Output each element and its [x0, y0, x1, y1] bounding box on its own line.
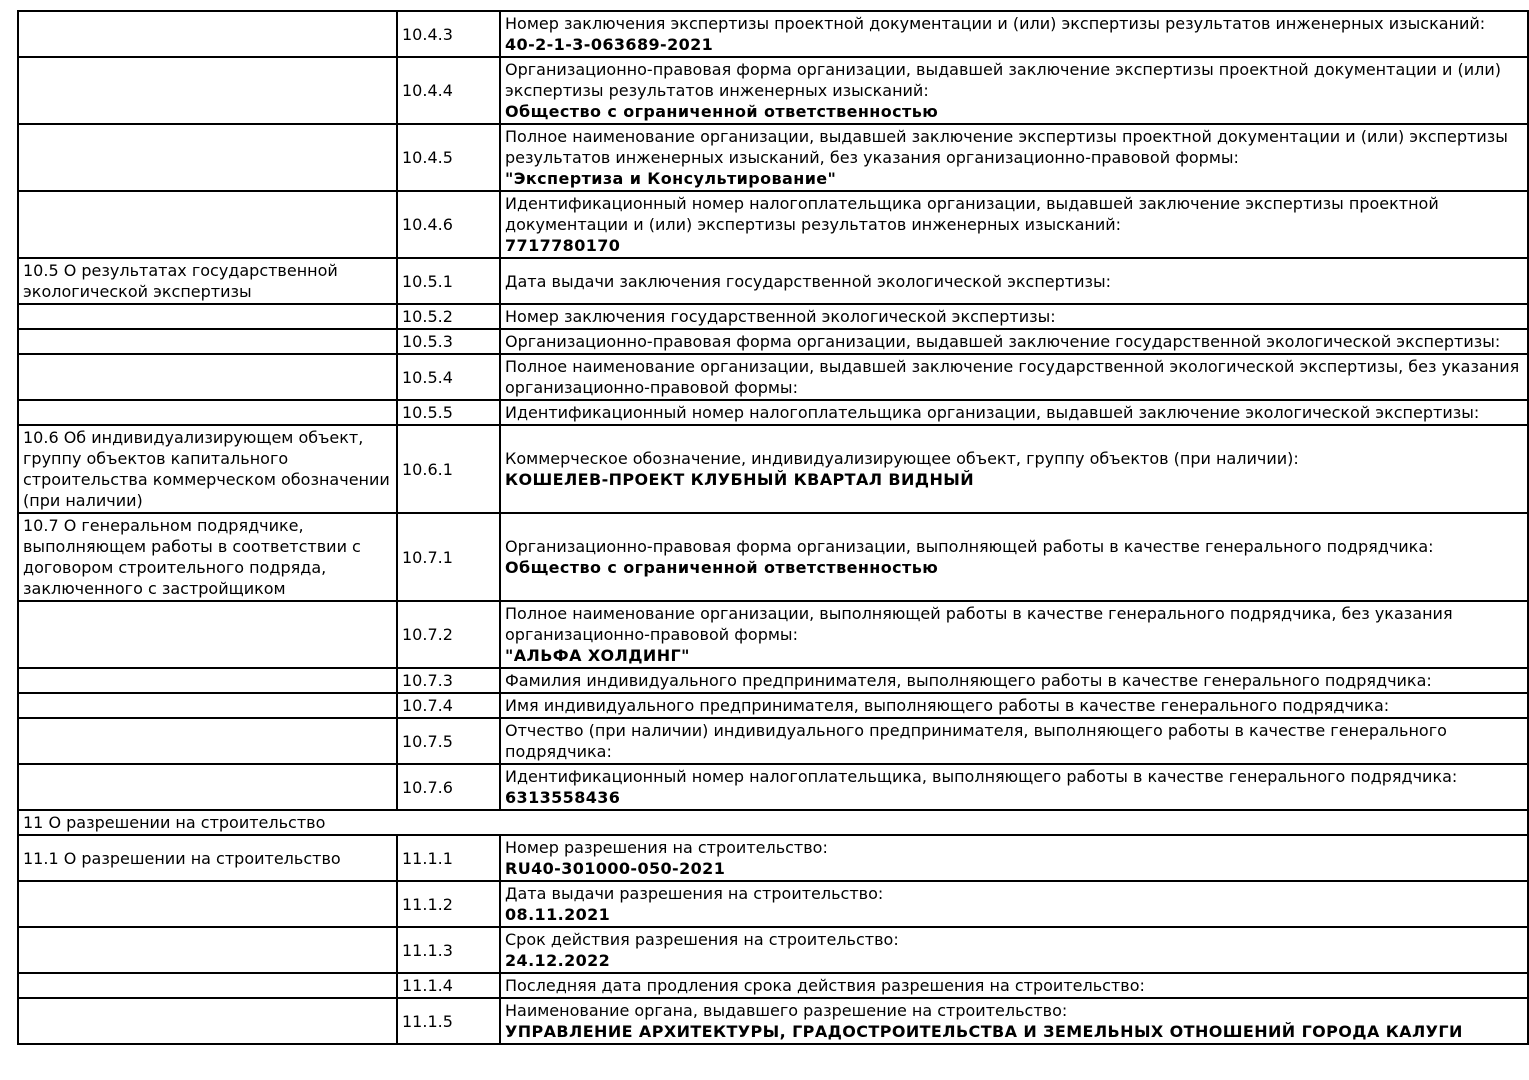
- section-cell: [18, 973, 397, 998]
- item-content-cell: [500, 668, 1528, 693]
- item-label: Организационно-правовая форма организации, выдавшей заключение экспертизы проектной документации и (или) экспертизы результатов инженерных изысканий:: [505, 60, 1502, 100]
- table-row: [18, 513, 1528, 601]
- table-row: [18, 425, 1528, 513]
- item-content-cell: [500, 124, 1528, 191]
- item-content-cell: [500, 881, 1528, 927]
- item-label: Последняя дата продления срока действия разрешения на строительство:: [505, 976, 1145, 995]
- item-number-cell: 10.7.3: [397, 668, 500, 693]
- table-row: [18, 258, 1528, 304]
- item-number-cell: 11.1.5: [397, 998, 500, 1044]
- item-number-cell: 10.4.4: [397, 57, 500, 124]
- item-label: Полное наименование организации, выдавшей заключение экспертизы проектной документации и (или) экспертизы результатов инженерных изысканий, без указания организационно-правовой формы:: [505, 127, 1508, 167]
- item-content-cell: [500, 258, 1528, 304]
- item-content-cell: [500, 973, 1528, 998]
- section-cell: [18, 881, 397, 927]
- table-row: [18, 11, 1528, 57]
- section-cell: [18, 693, 397, 718]
- item-label: Номер заключения экспертизы проектной документации и (или) экспертизы результатов инженерных изысканий:: [505, 14, 1486, 33]
- item-label: Полное наименование организации, выдавшей заключение государственной экологической экспертизы, без указания организационно-правовой формы:: [505, 357, 1520, 397]
- item-label: Имя индивидуального предпринимателя, выполняющего работы в качестве генерального подрядчика:: [505, 696, 1390, 715]
- table-row: [18, 304, 1528, 329]
- item-number-cell: 10.4.5: [397, 124, 500, 191]
- item-label: Дата выдачи разрешения на строительство:: [505, 884, 884, 903]
- item-number-cell: 11.1.4: [397, 973, 500, 998]
- table-row: [18, 998, 1528, 1044]
- item-label: Номер заключения государственной экологической экспертизы:: [505, 307, 1056, 326]
- item-content-cell: [500, 329, 1528, 354]
- item-number-cell: 11.1.2: [397, 881, 500, 927]
- item-label: Фамилия индивидуального предпринимателя, выполняющего работы в качестве генерального подрядчика:: [505, 671, 1432, 690]
- section-cell: 10.6 Об индивидуализирующем объект, группу объектов капитального строительства коммерческом обозначении (при наличии): [18, 425, 397, 513]
- item-number-cell: 10.4.3: [397, 11, 500, 57]
- item-content-cell: [500, 425, 1528, 513]
- item-number-cell: 10.5.3: [397, 329, 500, 354]
- table-row: [18, 329, 1528, 354]
- table-row: [18, 927, 1528, 973]
- item-content-cell: [500, 927, 1528, 973]
- section-cell: 10.5 О результатах государственной экологической экспертизы: [18, 258, 397, 304]
- section-cell: [18, 124, 397, 191]
- item-content-cell: [500, 57, 1528, 124]
- item-number-cell: 10.7.2: [397, 601, 500, 668]
- table-row: [18, 191, 1528, 258]
- table-row: [18, 693, 1528, 718]
- item-value: RU40-301000-050-2021: [505, 859, 726, 878]
- item-content-cell: [500, 998, 1528, 1044]
- item-value: Общество с ограниченной ответственностью: [505, 102, 939, 121]
- item-value: 40-2-1-3-063689-2021: [505, 35, 714, 54]
- section-cell: [18, 191, 397, 258]
- item-number-cell: 10.4.6: [397, 191, 500, 258]
- item-content-cell: [500, 304, 1528, 329]
- table-row: [18, 668, 1528, 693]
- item-number-cell: 10.6.1: [397, 425, 500, 513]
- item-content-cell: [500, 513, 1528, 601]
- item-number-cell: 10.7.1: [397, 513, 500, 601]
- item-label: Организационно-правовая форма организации, выдавшей заключение государственной экологической экспертизы:: [505, 332, 1501, 351]
- section-cell: 11.1 О разрешении на строительство: [18, 835, 397, 881]
- section-cell: [18, 601, 397, 668]
- item-value: 08.11.2021: [505, 905, 611, 924]
- item-label: Отчество (при наличии) индивидуального предпринимателя, выполняющего работы в качестве генерального подрядчика:: [505, 721, 1447, 761]
- section-header-cell: 11 О разрешении на строительство: [18, 810, 1528, 835]
- item-number-cell: 10.5.2: [397, 304, 500, 329]
- section-cell: [18, 400, 397, 425]
- table-row: [18, 400, 1528, 425]
- item-label: Идентификационный номер налогоплательщика организации, выдавшей заключение экспертизы проектной документации и (или) экспертизы результатов инженерных изысканий:: [505, 194, 1439, 234]
- section-cell: [18, 668, 397, 693]
- item-value: Общество с ограниченной ответственностью: [505, 558, 939, 577]
- item-value: 6313558436: [505, 788, 621, 807]
- table-row: [18, 354, 1528, 400]
- item-label: Наименование органа, выдавшего разрешение на строительство:: [505, 1001, 1068, 1020]
- section-cell: [18, 764, 397, 810]
- section-cell: [18, 57, 397, 124]
- item-content-cell: [500, 764, 1528, 810]
- item-label: Коммерческое обозначение, индивидуализирующее объект, группу объектов (при наличии):: [505, 449, 1299, 468]
- item-value: КОШЕЛЕВ-ПРОЕКТ КЛУБНЫЙ КВАРТАЛ ВИДНЫЙ: [505, 470, 975, 489]
- item-content-cell: [500, 601, 1528, 668]
- item-value: УПРАВЛЕНИЕ АРХИТЕКТУРЫ, ГРАДОСТРОИТЕЛЬСТВА И ЗЕМЕЛЬНЫХ ОТНОШЕНИЙ ГОРОДА КАЛУГИ: [505, 1022, 1463, 1041]
- table-row: [18, 881, 1528, 927]
- item-number-cell: 10.5.4: [397, 354, 500, 400]
- item-label: Идентификационный номер налогоплательщика, выполняющего работы в качестве генерального подрядчика:: [505, 767, 1458, 786]
- item-content-cell: [500, 191, 1528, 258]
- item-number-cell: 10.5.1: [397, 258, 500, 304]
- table-row: [18, 718, 1528, 764]
- table-row: [18, 124, 1528, 191]
- item-number-cell: 10.7.6: [397, 764, 500, 810]
- section-header-row: [18, 810, 1528, 835]
- section-cell: [18, 329, 397, 354]
- section-cell: 10.7 О генеральном подрядчике, выполняющем работы в соответствии с договором строительного подряда, заключенного с застройщиком: [18, 513, 397, 601]
- section-cell: [18, 998, 397, 1044]
- item-content-cell: [500, 835, 1528, 881]
- section-cell: [18, 718, 397, 764]
- item-number-cell: 10.7.4: [397, 693, 500, 718]
- item-label: Идентификационный номер налогоплательщика организации, выдавшей заключение экологической экспертизы:: [505, 403, 1480, 422]
- item-value: "АЛЬФА ХОЛДИНГ": [505, 646, 690, 665]
- table-row: [18, 835, 1528, 881]
- item-value: "Экспертиза и Консультирование": [505, 169, 837, 188]
- table-row: [18, 601, 1528, 668]
- item-number-cell: 10.5.5: [397, 400, 500, 425]
- table-row: [18, 973, 1528, 998]
- item-label: Организационно-правовая форма организации, выполняющей работы в качестве генерального подрядчика:: [505, 537, 1434, 556]
- item-content-cell: [500, 693, 1528, 718]
- table-row: [18, 57, 1528, 124]
- item-label: Срок действия разрешения на строительство:: [505, 930, 899, 949]
- item-label: Полное наименование организации, выполняющей работы в качестве генерального подрядчика, без указания организационно-правовой формы:: [505, 604, 1453, 644]
- item-content-cell: [500, 354, 1528, 400]
- section-cell: [18, 354, 397, 400]
- item-number-cell: 11.1.3: [397, 927, 500, 973]
- item-number-cell: 10.7.5: [397, 718, 500, 764]
- item-number-cell: 11.1.1: [397, 835, 500, 881]
- item-content-cell: [500, 11, 1528, 57]
- item-content-cell: [500, 718, 1528, 764]
- table-row: [18, 764, 1528, 810]
- item-value: 7717780170: [505, 236, 621, 255]
- item-label: Номер разрешения на строительство:: [505, 838, 828, 857]
- section-cell: [18, 304, 397, 329]
- item-label: Дата выдачи заключения государственной экологической экспертизы:: [505, 271, 1112, 291]
- item-value: 24.12.2022: [505, 951, 611, 970]
- declaration-table: [17, 10, 1529, 1045]
- section-cell: [18, 11, 397, 57]
- section-cell: [18, 927, 397, 973]
- item-content-cell: [500, 400, 1528, 425]
